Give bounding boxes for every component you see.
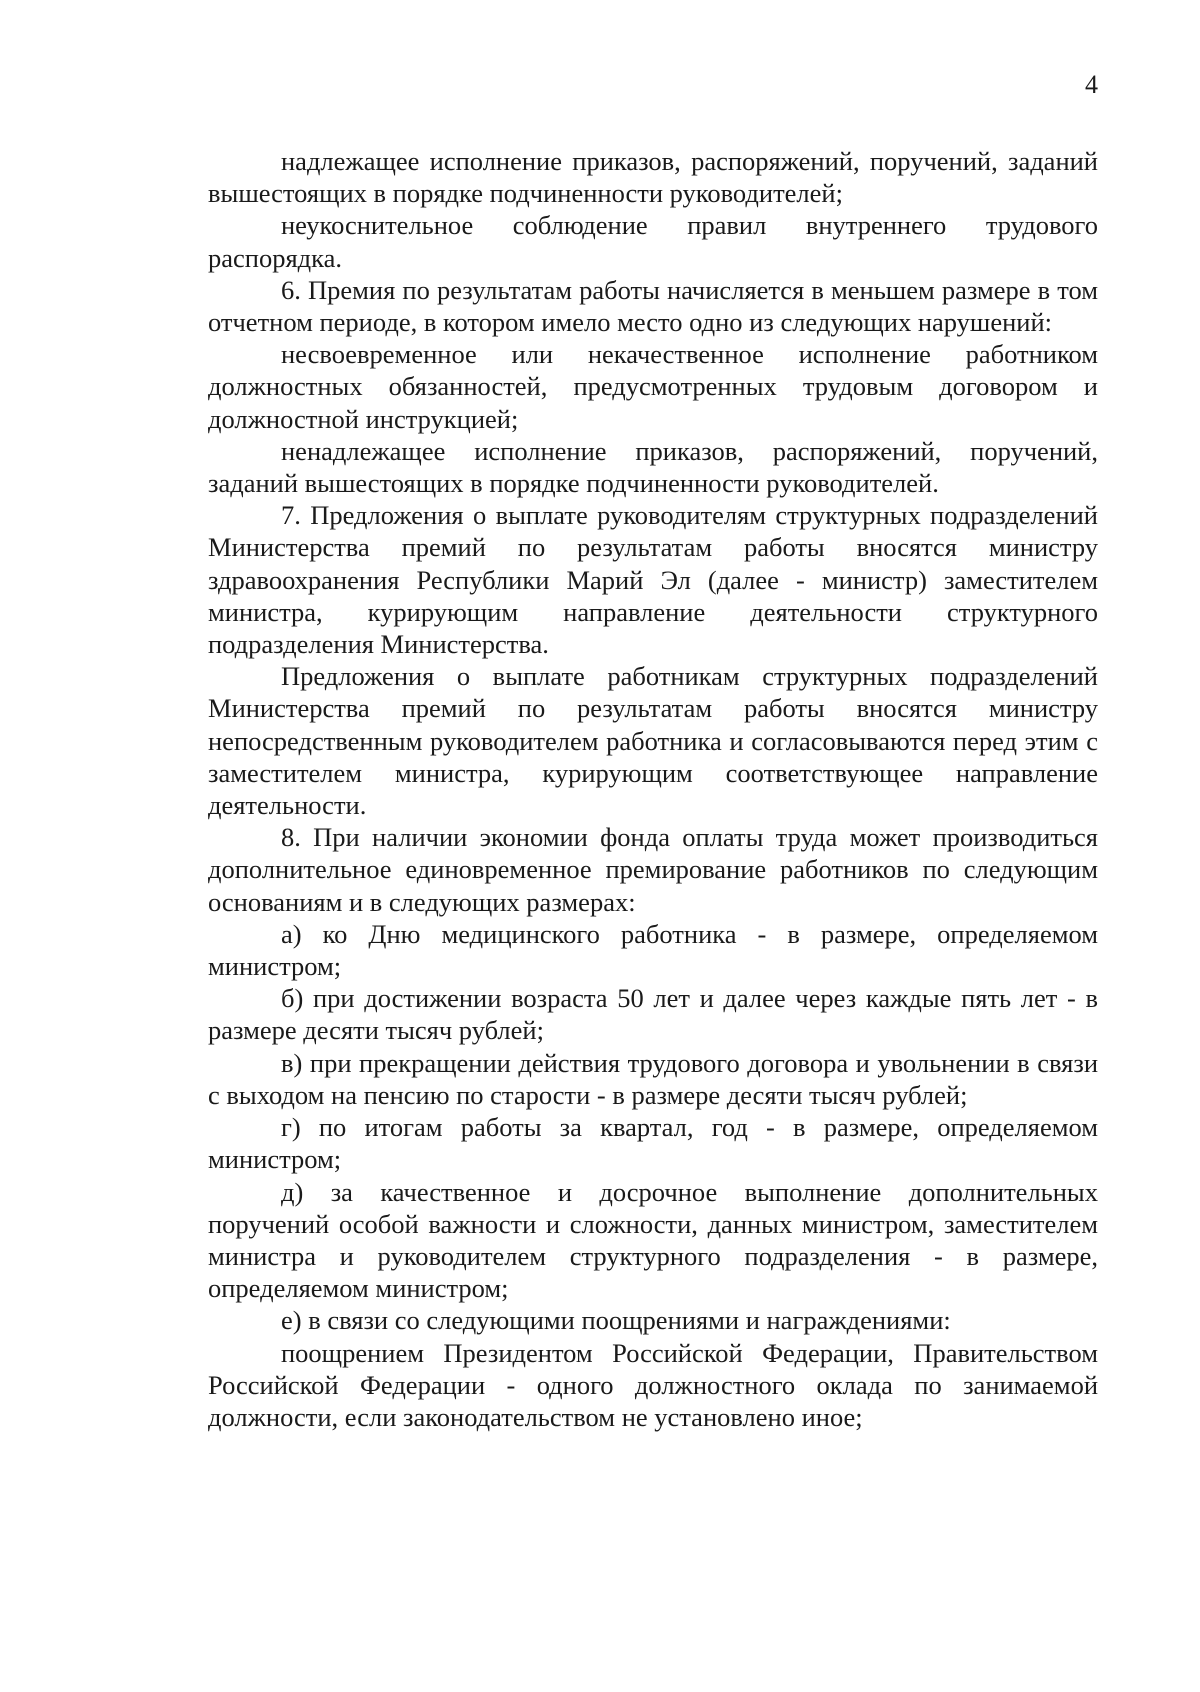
paragraph-3: 6. Премия по результатам работы начисляется в меньшем размере в том отчетном периоде, в котором имело место одно из следующих нарушений: bbox=[208, 274, 1098, 338]
paragraph-5: ненадлежащее исполнение приказов, распоряжений, поручений, заданий вышестоящих в порядке подчиненности руководителей. bbox=[208, 435, 1098, 499]
paragraph-13: д) за качественное и досрочное выполнение дополнительных поручений особой важности и сложности, данных министром, заместителем министра и руководителем структурного подразделения - в размере, определяемом министром; bbox=[208, 1176, 1098, 1304]
paragraph-11: в) при прекращении действия трудового договора и увольнении в связи с выходом на пенсию по старости - в размере десяти тысяч рублей; bbox=[208, 1047, 1098, 1110]
paragraph-1: надлежащее исполнение приказов, распоряжений, поручений, заданий вышестоящих в порядке подчиненности руководителей; bbox=[208, 146, 1098, 209]
page-number: 4 bbox=[1085, 70, 1098, 99]
paragraph-9: а) ко Дню медицинского работника - в размере, определяемом министром; bbox=[208, 918, 1098, 982]
document-body bbox=[208, 145, 1098, 1433]
paragraph-4: несвоевременное или некачественное исполнение работником должностных обязанностей, предусмотренных трудовым договором и должностной инструкцией; bbox=[208, 339, 1098, 434]
paragraph-10: б) при достижении возраста 50 лет и далее через каждые пять лет - в размере десяти тысяч рублей; bbox=[208, 983, 1098, 1046]
paragraph-14: е) в связи со следующими поощрениями и награждениями: bbox=[281, 1305, 951, 1336]
paragraph-7: Предложения о выплате работникам структурных подразделений Министерства премий по результатам работы вносятся министру непосредственным руководителем работника и согласовываются перед этим с заместителем министра, курирующим соответствующее направление деятельности. bbox=[208, 661, 1098, 821]
paragraph-15: поощрением Президентом Российской Федерации, Правительством Российской Федерации - одного должностного оклада по занимаемой должности, если законодательством не установлено иное; bbox=[208, 1337, 1098, 1432]
paragraph-12: г) по итогам работы за квартал, год - в размере, определяемом министром; bbox=[208, 1112, 1098, 1175]
paragraph-8: 8. При наличии экономии фонда оплаты труда может производиться дополнительное единовременное премирование работников по следующим основаниям и в следующих размерах: bbox=[208, 822, 1098, 917]
paragraph-6: 7. Предложения о выплате руководителям структурных подразделений Министерства премий по результатам работы вносятся министру здравоохранения Республики Марий Эл (далее - министр) заместителем министра, курирующим направление деятельности структурного подразделения Министерства. bbox=[208, 500, 1098, 660]
paragraph-2: неукоснительное соблюдение правил внутреннего трудового распорядка. bbox=[208, 210, 1098, 273]
